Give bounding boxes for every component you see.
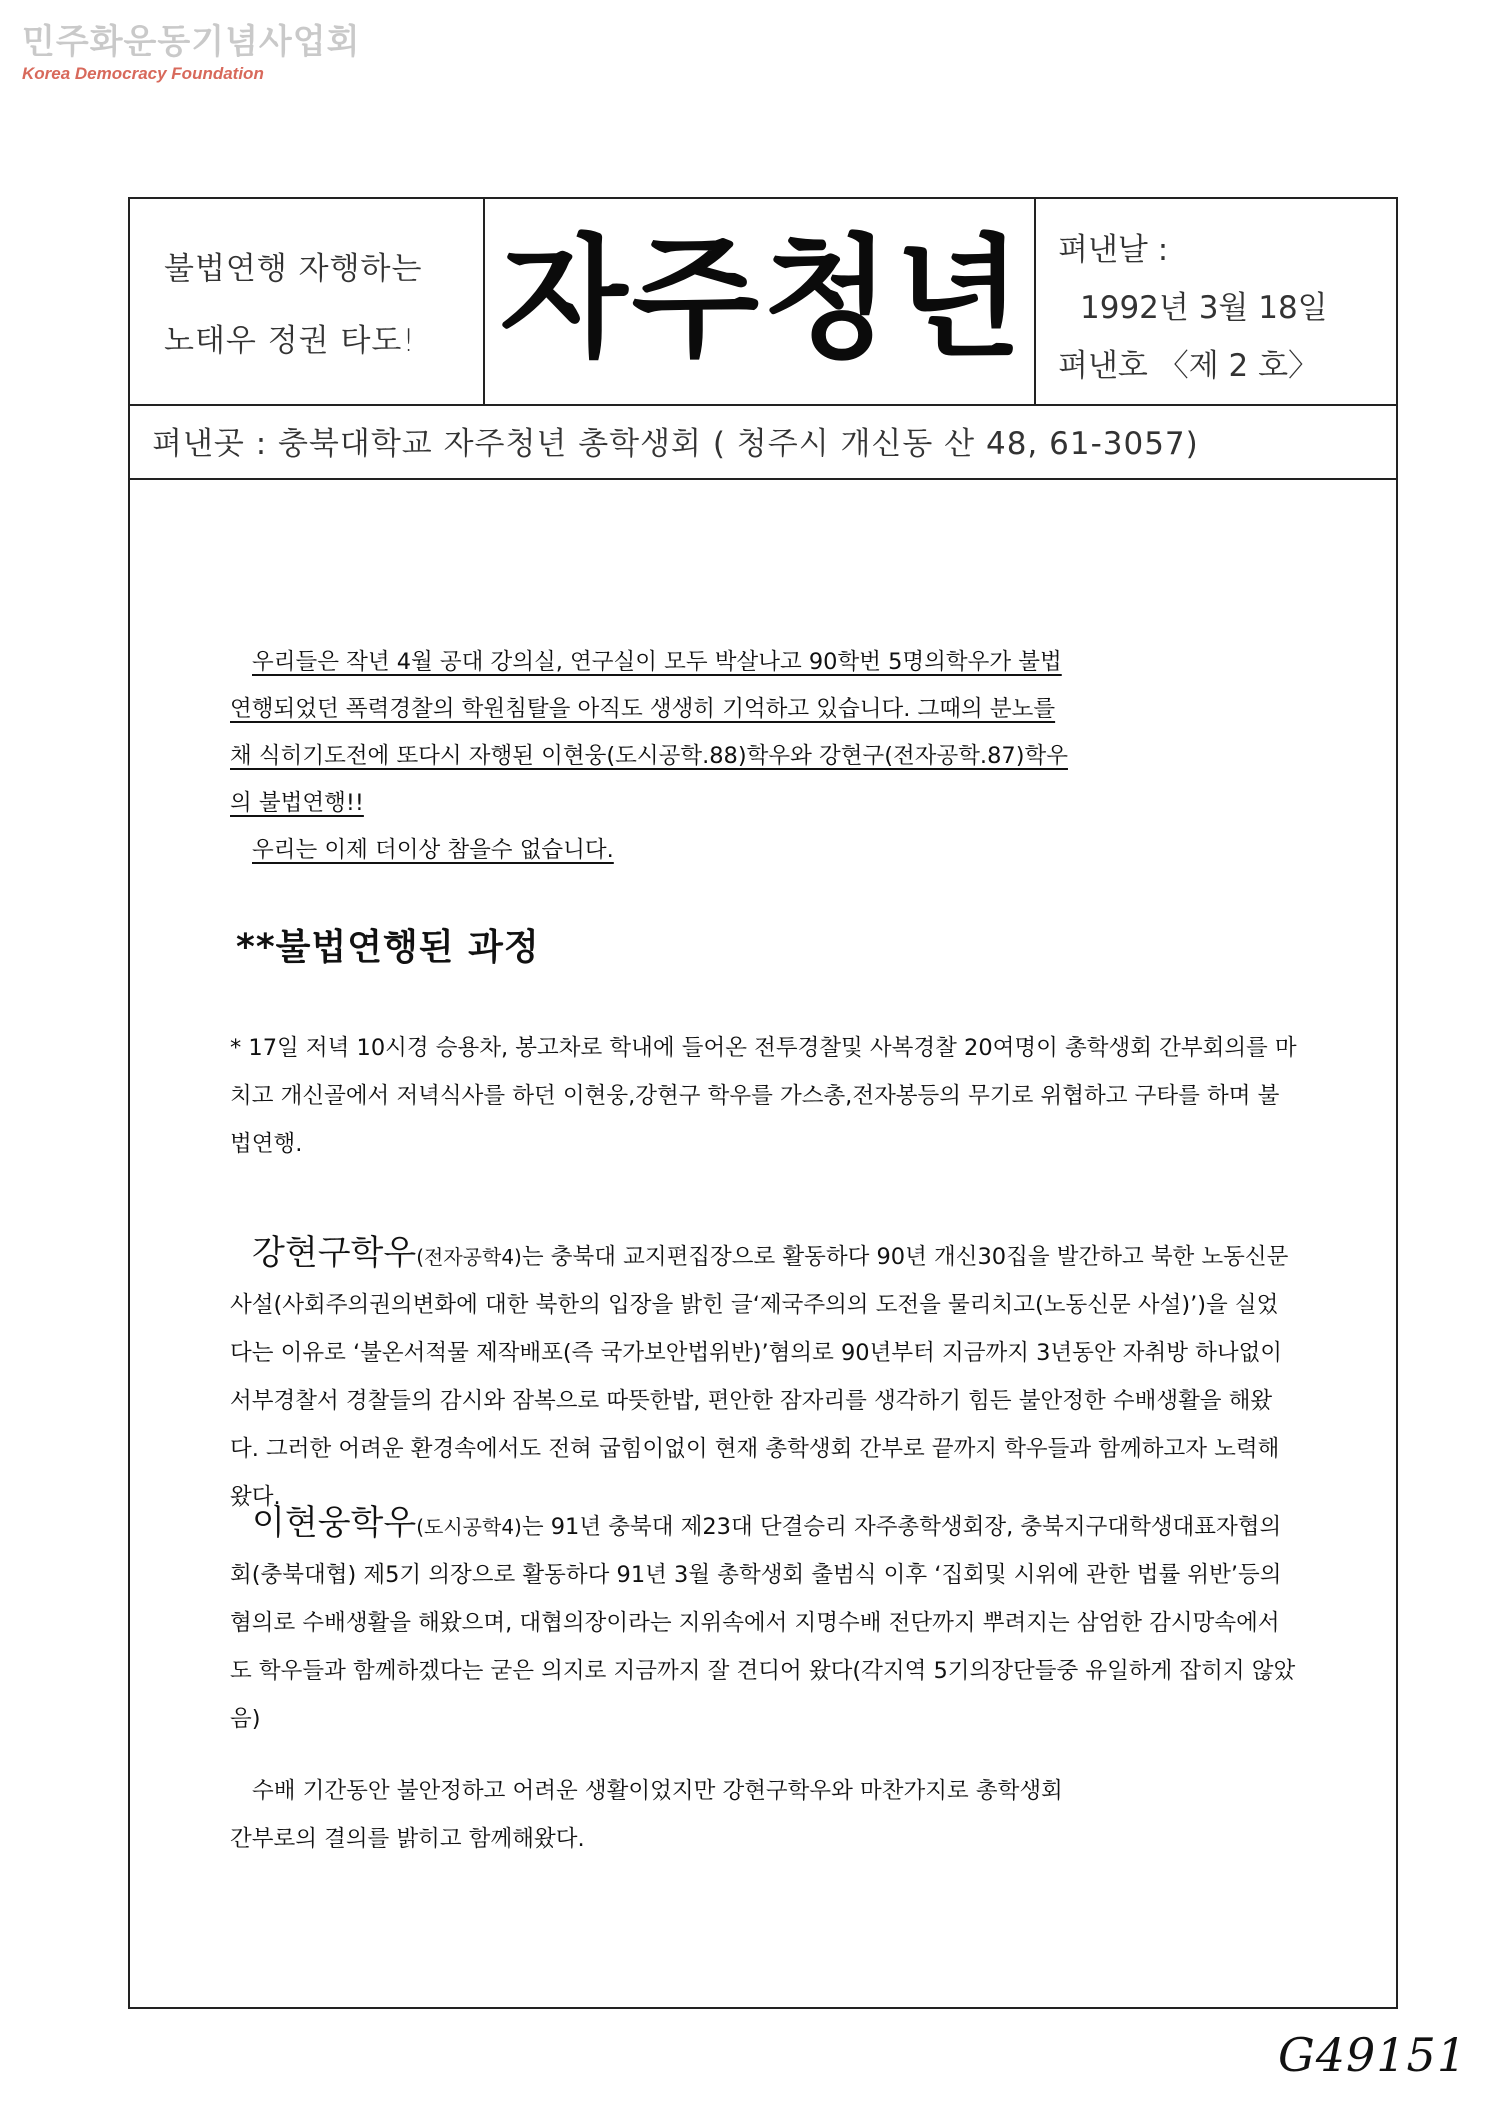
intro-line2: 연행되었던 폭력경찰의 학원침탈을 아직도 생생히 기억하고 있습니다. 그때의 분노를 bbox=[230, 696, 1056, 722]
slogan-box bbox=[130, 199, 485, 404]
intro-line1: 우리들은 작년 4월 공대 강의실, 연구실이 모두 박살나고 90학번 5명의학우가 불법 bbox=[252, 649, 1062, 675]
section-title: **불법연행된 과정 bbox=[236, 927, 540, 968]
text-lee: 는 91년 충북대 제23대 단결승리 자주총학생회장, 충북지구대학생대표자협의회(충북대협) 제5기 의장으로 활동하다 91년 3월 총학생회 출범식 이후 ‘집회및 시위에 관한 법률 위반’등의 혐의로 수배생활을 해왔으며, 대협의장이라는 지위속에서 지명수배 전단까지 뿌려지는 삼엄한 감시망속에서도 학우들과 함께하겠다는 굳은 의지로 지금까지 잘 견디어 왔다(각지역 5기의장단들중 유일하게 잡히지 않았음) bbox=[230, 1514, 1296, 1732]
publication-info bbox=[1058, 221, 1328, 395]
paragraph-kang bbox=[230, 1229, 1300, 1521]
date-label: 펴낸날 : bbox=[1058, 232, 1169, 268]
intro-line4: 의 불법연행!! bbox=[230, 790, 364, 816]
intro-line5: 우리는 이제 더이상 참을수 없습니다. bbox=[252, 837, 614, 863]
newsletter-title: 자주청년 bbox=[500, 222, 1027, 376]
publisher-row bbox=[130, 404, 1396, 480]
logo-korean: 민주화운동기념사업회 bbox=[22, 22, 361, 62]
slogan-line2: 노태우 정권 타도! bbox=[164, 323, 416, 359]
paragraph-lee bbox=[230, 1499, 1300, 1743]
newsletter-frame bbox=[128, 197, 1398, 2009]
date-value: 1992년 3월 18일 bbox=[1080, 290, 1328, 326]
paragraph-incident: * 17일 저녁 10시경 승용차, 봉고차로 학내에 들어온 전투경찰및 사복경찰 20여명이 총학생회 간부회의를 마치고 개신골에서 저녁식사를 하던 이현웅,강현구 학우를 가스총,전자봉등의 무기로 위협하고 구타를 하며 불법연행. bbox=[230, 1035, 1297, 1157]
text-kang: 는 충북대 교지편집장으로 활동하다 90년 개신30집을 발간하고 북한 노동신문사설(사회주의권의변화에 대한 북한의 입장을 밝힌 글‘제국주의의 도전을 물리치고(노동신문 사설)’)을 실었다는 이유로 ‘불온서적물 제작배포(즉 국가보안법위반)’혐의로 90년부터 지금까지 3년동안 자취방 하나없이 서부경찰서 경찰들의 감시와 잠복으로 따뜻한밥, 편안한 잠자리를 생각하기 힘든 불안정한 수배생활을 해왔다. 그러한 어려운 환경속에서도 전혀 굽힘이없이 현재 총학생회 간부로 끝까지 학우들과 함께하고자 노력해왔다. bbox=[230, 1244, 1289, 1510]
affiliation-kang: (전자공학4) bbox=[416, 1245, 522, 1269]
affiliation-lee: (도시공학4) bbox=[416, 1515, 522, 1539]
closing-line1: 수배 기간동안 불안정하고 어려운 생활이었지만 강현구학우와 마찬가지로 총학생회 bbox=[252, 1778, 1063, 1804]
closing-line2: 간부로의 결의를 밝히고 함께해왔다. bbox=[230, 1826, 585, 1852]
publisher: 펴낸곳 : 충북대학교 자주청년 총학생회 ( 청주시 개신동 산 48, 61-3057) bbox=[152, 426, 1199, 462]
intro-line3: 채 식히기도전에 또다시 자행된 이현웅(도시공학.88)학우와 강현구(전자공학.87)학우 bbox=[230, 743, 1068, 769]
student-name-lee: 이현웅학우 bbox=[252, 1503, 417, 1543]
logo-english: Korea Democracy Foundation bbox=[22, 64, 264, 83]
slogan-line1: 불법연행 자행하는 bbox=[164, 251, 423, 287]
issue-label: 펴낸호 〈제 2 호〉 bbox=[1058, 348, 1320, 384]
foundation-logo bbox=[22, 22, 360, 84]
publication-info-box bbox=[1034, 199, 1396, 404]
document-id: G49151 bbox=[1278, 2028, 1468, 2082]
intro-block bbox=[230, 639, 1300, 874]
masthead-header bbox=[130, 199, 1396, 406]
paragraph-closing bbox=[230, 1767, 1300, 1863]
slogan bbox=[164, 233, 464, 377]
student-name-kang: 강현구학우 bbox=[252, 1233, 417, 1273]
